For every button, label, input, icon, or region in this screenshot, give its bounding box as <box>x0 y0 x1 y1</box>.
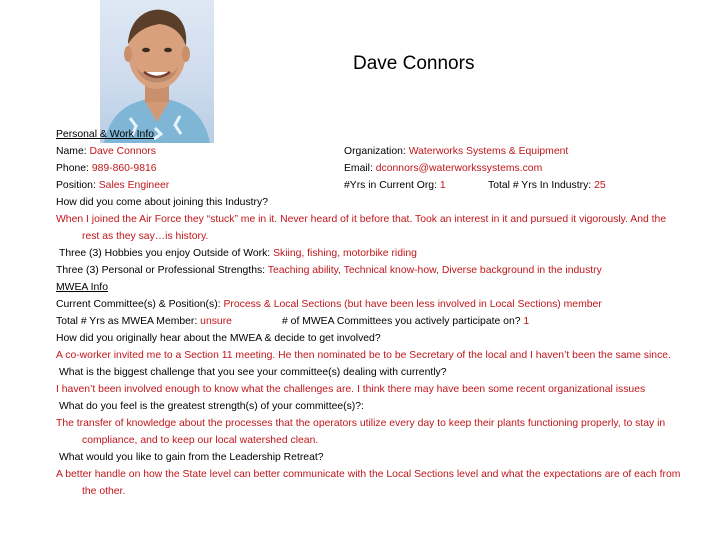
profile-document <box>56 126 686 500</box>
row-strengths <box>56 262 686 279</box>
name-value: Dave Connors <box>89 146 156 157</box>
strengths-label: Three (3) Personal or Professional Strengths: <box>56 265 266 276</box>
row-phone-email <box>56 160 686 177</box>
row-committee <box>56 296 686 313</box>
email-field <box>344 160 542 177</box>
question-how-heard: How did you originally hear about the MWEA & decide to get involved? <box>56 333 381 344</box>
num-committees-value: 1 <box>523 316 530 327</box>
question-join-industry: How did you come about joining this Industry? <box>56 197 268 208</box>
years-industry-field <box>488 177 606 194</box>
years-org-field <box>344 177 446 194</box>
years-member-label: Total # Yrs as MWEA Member: <box>56 316 198 327</box>
phone-value: 989-860-9816 <box>91 163 157 174</box>
email-value: dconnors@waterworkssystems.com <box>375 163 543 174</box>
answer-challenge: I haven’t been involved enough to know what the challenges are. I think there may have been some recent organizational issues <box>56 384 646 395</box>
question-greatest-strength: What do you feel is the greatest strength(s) of your committee(s)?: <box>59 401 364 412</box>
years-org-value: 1 <box>439 180 446 191</box>
strengths-value: Teaching ability, Technical know-how, Diverse background in the industry <box>267 265 602 276</box>
years-member-value: unsure <box>200 316 232 327</box>
mwea-info-heading: MWEA Info <box>56 282 108 293</box>
years-industry-value: 25 <box>594 180 606 191</box>
org-field <box>344 143 568 160</box>
committee-value: Process & Local Sections (but have been less involved in Local Sections) member <box>223 299 602 310</box>
email-label: Email: <box>344 163 373 174</box>
answer-join-industry: When I joined the Air Force they “stuck” me in it. Never heard of it before that. Took an interest in it and pursued it vigorously. And the rest as they say…is history. <box>56 214 667 242</box>
hobbies-label: Three (3) Hobbies you enjoy Outside of Work: <box>59 248 271 259</box>
years-industry-label: Total # Yrs In Industry: <box>488 180 592 191</box>
committee-label: Current Committee(s) & Position(s): <box>56 299 221 310</box>
row-name-org <box>56 143 686 160</box>
profile-photo <box>100 0 214 143</box>
phone-label: Phone: <box>56 163 89 174</box>
personal-info-heading: Personal & Work Info <box>56 129 154 140</box>
position-label: Position: <box>56 180 96 191</box>
years-org-label: #Yrs in Current Org: <box>344 180 437 191</box>
org-label: Organization: <box>344 146 406 157</box>
question-retreat-gain: What would you like to gain from the Leadership Retreat? <box>59 452 324 463</box>
org-value: Waterworks Systems & Equipment <box>408 146 569 157</box>
answer-retreat-gain: A better handle on how the State level can better communicate with the Local Sections level and what the expectations are of each from the other. <box>56 469 681 497</box>
name-label: Name: <box>56 146 87 157</box>
row-membership <box>56 313 686 330</box>
person-name-title: Dave Connors <box>353 53 475 74</box>
row-position-years <box>56 177 686 194</box>
question-challenge: What is the biggest challenge that you see your committee(s) dealing with currently? <box>59 367 447 378</box>
position-value: Sales Engineer <box>98 180 170 191</box>
num-committees-label: # of MWEA Committees you actively participate on? <box>282 316 521 327</box>
answer-how-heard: A co-worker invited me to a Section 11 meeting. He then nominated be to be Secretary of the local and I haven’t been the same since. <box>56 350 671 361</box>
row-hobbies <box>56 245 686 262</box>
answer-greatest-strength: The transfer of knowledge about the processes that the operators utilize every day to keep their plants functioning properly, to stay in compliance, and to keep our local watershed clean. <box>56 418 666 446</box>
num-committees-field <box>282 313 529 330</box>
hobbies-value: Skiing, fishing, motorbike riding <box>273 248 417 259</box>
